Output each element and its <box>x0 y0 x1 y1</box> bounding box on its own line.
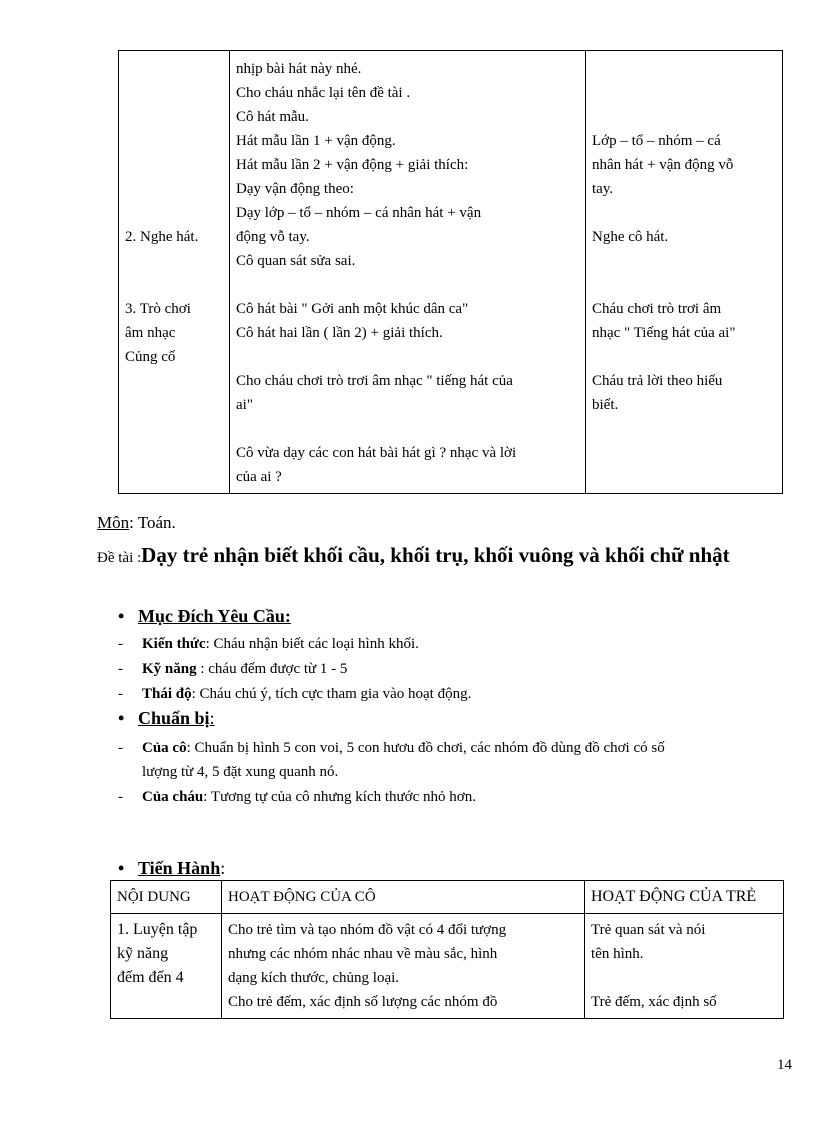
text-line: Cháu chơi trò trơi âm <box>592 301 722 317</box>
heading-colon: : <box>209 708 215 728</box>
text-line: Trẻ quan sát và nói <box>591 922 706 938</box>
text-line: nhưng các nhóm nhác nhau về màu sắc, hình <box>228 946 498 962</box>
text-line: tay. <box>592 181 614 197</box>
lesson-table-math <box>110 880 784 1019</box>
header-noi-dung: NỘI DUNG <box>111 881 222 914</box>
item-text: : cháu đếm được từ 1 - 5 <box>196 661 348 677</box>
lesson-table-music <box>118 50 783 494</box>
text-line: Cô hát hai lần ( lần 2) + giải thích. <box>236 325 443 341</box>
subject-label: Môn <box>97 513 130 532</box>
dash-icon: - <box>118 740 123 756</box>
table-row <box>119 51 783 494</box>
dash-icon: - <box>118 686 123 702</box>
text-line: nhân hát + vận động vỗ <box>592 157 734 173</box>
text-line: ai" <box>236 397 253 413</box>
heading-text: Chuẩn bị <box>138 708 210 728</box>
text-line: dạng kích thước, chủng loại. <box>228 970 400 986</box>
dash-icon: - <box>118 636 123 652</box>
bullet-icon: • <box>118 858 125 878</box>
text-line: nhịp bài hát này nhé. <box>236 61 362 77</box>
item-key: Kiến thức <box>142 636 206 652</box>
item-key: Của cháu <box>142 789 204 805</box>
bullet-icon: • <box>118 708 125 728</box>
section-tro-choi-3: Củng cố <box>125 349 176 365</box>
list-item <box>118 682 798 706</box>
item-text: : Cháu chú ý, tích cực tham gia vào hoạt động. <box>191 686 472 702</box>
subject-line <box>97 513 176 533</box>
list-item <box>118 632 798 656</box>
text-line: biết. <box>592 397 619 413</box>
text-line: động vỗ tay. <box>236 229 310 245</box>
text-line: Cô quan sát sửa sai. <box>236 253 356 269</box>
list-item <box>118 736 798 784</box>
heading-colon: : <box>220 858 226 878</box>
table-header-row <box>111 881 784 914</box>
item-text-cont: lượng từ 4, 5 đặt xung quanh nó. <box>142 764 339 780</box>
topic-line <box>97 540 797 573</box>
item-key: Của cô <box>142 740 187 756</box>
topic-label: Đề tài : <box>97 550 142 566</box>
text-line: Cho trẻ đếm, xác định số lượng các nhóm đồ <box>228 994 498 1010</box>
item-text: : Chuẩn bị hình 5 con voi, 5 con hươu đồ chơi, các nhóm đồ dùng đồ chơi có số <box>186 740 665 756</box>
header-hoat-dong-tre: HOẠT ĐỘNG CỦA TRẺ <box>585 881 784 914</box>
text-line: Cho cháu nhắc lại tên đề tài . <box>236 85 411 101</box>
text-line: 1. Luyện tập <box>117 921 198 938</box>
text-line: Cô hát mẫu. <box>236 109 309 125</box>
page-number: 14 <box>777 1057 792 1073</box>
heading-muc-dich <box>118 606 291 627</box>
topic-title: Dạy trẻ nhận biết khối cầu, khối trụ, khối vuông và khối chữ nhật <box>141 543 730 567</box>
dash-icon: - <box>118 661 123 677</box>
dash-icon: - <box>118 789 123 805</box>
subject-value: Toán. <box>137 513 176 532</box>
heading-chuan-bi <box>118 708 215 729</box>
text-line: kỹ năng <box>117 945 169 962</box>
text-line: Hát mẫu lần 2 + vận động + giải thích: <box>236 157 469 173</box>
text-line: Cô vừa dạy các con hát bài hát gì ? nhạc và lời <box>236 445 517 461</box>
text-line: Lớp – tổ – nhóm – cá <box>592 133 721 149</box>
section-tro-choi-1: 3. Trò chơi <box>125 301 191 317</box>
table-row <box>111 914 784 1019</box>
section-nghe-hat: 2. Nghe hát. <box>125 229 199 245</box>
text-line: Dạy vận động theo: <box>236 181 354 197</box>
heading-text: Tiến Hành <box>138 858 221 878</box>
text-line: Dạy lớp – tổ – nhóm – cá nhân hát + vận <box>236 205 482 221</box>
item-text: : Cháu nhận biết các loại hình khối. <box>205 636 419 652</box>
header-hoat-dong-co: HOẠT ĐỘNG CỦA CÔ <box>222 881 585 914</box>
item-key: Thái độ <box>142 686 192 702</box>
text-line: Cháu trả lời theo hiểu <box>592 373 723 389</box>
child-activity-column <box>586 51 783 494</box>
subject-sep: : <box>129 513 134 532</box>
text-line: đếm đến 4 <box>117 969 184 986</box>
content-column <box>119 51 230 494</box>
text-line: nhạc " Tiếng hát của ai" <box>592 325 736 341</box>
list-item <box>118 785 798 809</box>
item-key: Kỹ năng <box>142 661 197 677</box>
list-item <box>118 657 798 681</box>
text-line: Trẻ đếm, xác định số <box>591 994 717 1010</box>
text-line: Nghe cô hát. <box>592 229 669 245</box>
text-line: Hát mẫu lần 1 + vận động. <box>236 133 396 149</box>
text-line: Cho trẻ tìm và tạo nhóm đồ vật có 4 đối tượng <box>228 922 507 938</box>
heading-tien-hanh <box>118 858 225 879</box>
bullet-icon: • <box>118 606 125 626</box>
text-line: Cho cháu chơi trò trơi âm nhạc " tiếng hát của <box>236 373 513 389</box>
text-line: tên hình. <box>591 946 644 962</box>
item-text: : Tương tự của cô nhưng kích thước nhỏ hơn. <box>203 789 476 805</box>
section-tro-choi-2: âm nhạc <box>125 325 176 341</box>
text-line: của ai ? <box>236 469 282 485</box>
heading-text: Mục Đích Yêu Cầu: <box>138 606 291 626</box>
text-line: Cô hát bài " Gởi anh một khúc dân ca" <box>236 301 469 317</box>
teacher-activity-column <box>230 51 586 494</box>
